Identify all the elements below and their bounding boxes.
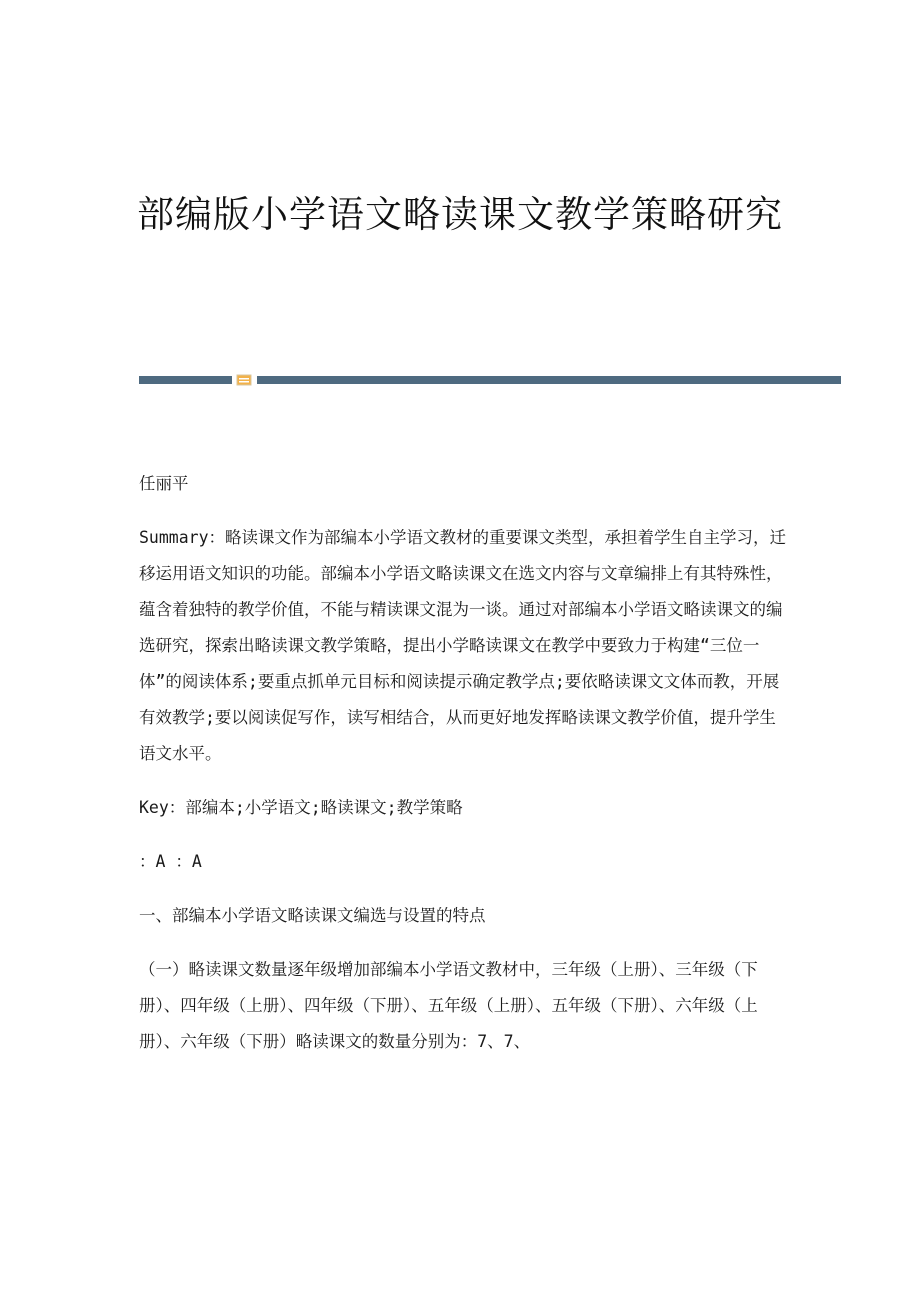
keywords-text: 部编本;小学语文;略读课文;教学策略: [185, 798, 463, 817]
divider-bar-left: [139, 376, 232, 384]
title-divider: [139, 374, 841, 386]
divider-bar-right: [257, 376, 841, 384]
summary-paragraph: [139, 520, 789, 772]
summary-text: 略读课文作为部编本小学语文教材的重要课文类型，承担着学生自主学习，迁移运用语文知识的功能。部编本小学语文略读课文在选文内容与文章编排上有其特殊性，蕴含着独特的教学价值，不能与精读课文混为一谈。通过对部编本小学语文略读课文的编选研究，探索出略读课文教学策略，提出小学略读课文在教学中要致力于构建“三位一体”的阅读体系;要重点抓单元目标和阅读提示确定教学点;要依略读课文文体而教，开展有效教学;要以阅读促写作，读写相结合，从而更好地发挥略读课文教学价值，提升学生语文水平。: [139, 528, 787, 763]
keywords-label: Key：: [139, 798, 186, 817]
document-title: 部编版小学语文略读课文教学策略研究: [137, 193, 783, 236]
author-name: 任丽平: [139, 474, 189, 493]
divider-ornament-icon: [236, 374, 252, 386]
keywords-paragraph: [139, 790, 789, 826]
classification-line: ：A ：A: [139, 852, 202, 871]
document-body: [139, 466, 789, 1078]
section-heading: 一、部编本小学语文略读课文编选与设置的特点: [139, 906, 486, 925]
body-paragraph: （一）略读课文数量逐年级增加部编本小学语文教材中，三年级（上册）、三年级（下册）、四年级（上册）、四年级（下册）、五年级（上册）、五年级（下册）、六年级（上册）、六年级（下册）略读课文的数量分别为：7、7、: [139, 960, 758, 1051]
summary-label: Summary：: [139, 528, 226, 547]
